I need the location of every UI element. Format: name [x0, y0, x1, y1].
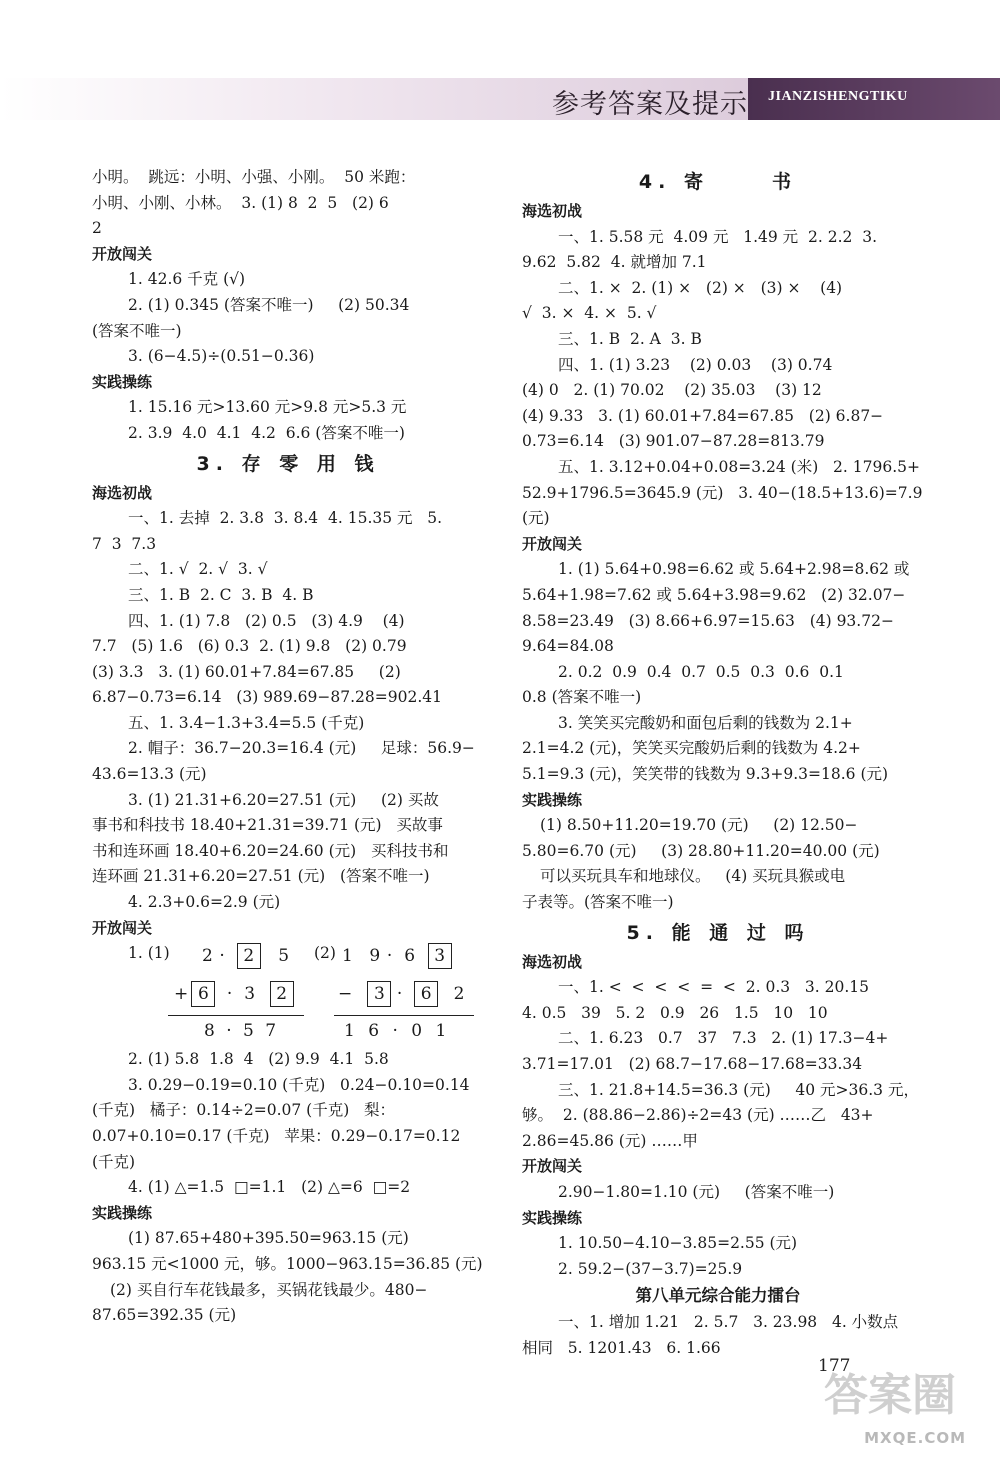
digit: 6 — [404, 946, 416, 967]
text-line: 小明、小刚、小林。 3. (1) 8 2 5 (2) 6 — [92, 193, 389, 212]
text-line: 2.86=45.86 (元) ……甲 — [522, 1131, 698, 1150]
result-row: 8 · 5 7 — [204, 1021, 280, 1042]
subheading-practice: 实践操练 — [92, 1203, 153, 1222]
digit: 9 — [369, 946, 381, 967]
text-line: 2. (1) 5.8 1.8 4 (2) 9.9 4.1 5.8 — [128, 1050, 389, 1069]
text-line: 8.58=23.49 (3) 8.66+6.97=15.63 (4) 93.72− — [522, 611, 894, 630]
text-line: 1. 42.6 千克 (√) — [128, 270, 246, 289]
subheading-open: 开放闯关 — [522, 534, 583, 553]
page-number: 177 — [818, 1356, 851, 1376]
difference-line — [334, 1015, 474, 1016]
page-title: 参考答案及提示 — [552, 89, 748, 120]
text-line: 5.1=9.3 (元)，笑笑带的钱数为 9.3+9.3=18.6 (元) — [522, 765, 889, 784]
text-line: 可以买玩具车和地球仪。 (4) 买玩具猴或电 — [540, 867, 846, 886]
problem-label: (2) — [314, 944, 336, 963]
text-line: 事书和科技书 18.40+21.31=39.71 (元) 买故事 — [92, 816, 443, 835]
section-title: 4. 寄 书 — [638, 171, 798, 193]
text-line: 87.65=392.35 (元) — [92, 1306, 237, 1325]
text-line: (3) 3.3 3. (1) 60.01+7.84=67.85 (2) — [92, 662, 401, 681]
text-line: 三、1. B 2. A 3. B — [558, 329, 702, 348]
section-title: 5. 能 通 过 吗 — [626, 921, 810, 944]
plus-sign: + — [174, 984, 189, 1005]
decimal-point: · — [219, 946, 225, 967]
text-line: 1. 10.50−4.10−3.85=2.55 (元) — [558, 1234, 798, 1253]
text-line: 4. 0.5 39 5. 2 0.9 26 1.5 10 10 — [522, 1003, 828, 1022]
subheading-haixuan: 海选初战 — [522, 202, 583, 220]
unit-title: 第八单元综合能力擂台 — [635, 1286, 801, 1306]
text-line: 2.90−1.80=1.10 (元) (答案不唯一) — [558, 1182, 835, 1201]
decimal-point: · — [226, 984, 233, 1005]
text-line: 相同 5. 1201.43 6. 1.66 — [522, 1338, 721, 1357]
text-line: 1. (1) 5.64+0.98=6.62 或 5.64+2.98=8.62 或 — [558, 560, 910, 579]
text-line: (2) 买自行车花钱最多，买锅花钱最少。480− — [110, 1280, 428, 1299]
text-line: 3. (6−4.5)÷(0.51−0.36) — [128, 347, 315, 366]
text-line: 0.73=6.14 (3) 901.07−87.28=813.79 — [522, 432, 825, 451]
text-line: 4. 2.3+0.6=2.9 (元) — [128, 893, 281, 912]
subtrahend-row — [338, 981, 466, 1008]
text-line: 4. (1) △=1.5 □=1.1 (2) △=6 □=2 — [128, 1178, 411, 1197]
text-line: (1) 8.50+11.20=19.70 (元) (2) 12.50− — [540, 816, 858, 835]
text-line: 二、1. 6.23 0.7 37 7.3 2. (1) 17.3−4+ — [558, 1029, 889, 1048]
text-line: 五、1. 3.4−1.3+3.4=5.5 (千克) — [128, 713, 365, 732]
answer-box: 3 — [428, 943, 452, 969]
text-line: 四、1. (1) 7.8 (2) 0.5 (3) 4.9 (4) — [128, 611, 405, 630]
text-line: 四、1. (1) 3.23 (2) 0.03 (3) 0.74 — [558, 355, 833, 374]
text-line: 三、1. B 2. C 3. B 4. B — [128, 585, 314, 604]
text-line: 小明。 跳远：小明、小强、小刚。 50 米跑： — [92, 168, 416, 186]
text-line: 2. 59.2−(37−3.7)=25.9 — [558, 1259, 743, 1278]
text-line: (4) 9.33 3. (1) 60.01+7.84=67.85 (2) 6.87− — [522, 406, 884, 425]
digit: 3 — [244, 984, 256, 1005]
text-line: (千克) 橘子：0.14÷2=0.07 (千克) 梨： — [92, 1101, 396, 1120]
text-line: (元) — [522, 509, 550, 528]
text-line: (千克) — [92, 1152, 136, 1171]
text-line: 43.6=13.3 (元) — [92, 765, 207, 784]
header-banner — [0, 78, 1000, 120]
subheading-practice: 实践操练 — [522, 1208, 583, 1227]
text-line: 2. (1) 0.345 (答案不唯一) (2) 50.34 — [128, 295, 410, 314]
text-line: 子表等。(答案不唯一) — [522, 893, 674, 912]
answer-box: 3 — [367, 981, 391, 1007]
result-row: 1 6 · 0 1 — [344, 1021, 451, 1042]
text-line: 1. 15.16 元>13.60 元>9.8 元>5.3 元 — [128, 398, 407, 417]
text-line: 五、1. 3.12+0.04+0.08=3.24 (米) 2. 1796.5+ — [558, 457, 920, 476]
left-column — [92, 165, 484, 1329]
text-line: 5.64+1.98=7.62 或 5.64+3.98=9.62 (2) 32.07− — [522, 585, 906, 604]
text-line: 2. 3.9 4.0 4.1 4.2 6.6 (答案不唯一) — [128, 423, 405, 442]
subheading-practice: 实践操练 — [92, 372, 153, 391]
decimal-point: · — [386, 946, 393, 967]
text-line: 一、1. 增加 1.21 2. 5.7 3. 23.98 4. 小数点 — [558, 1313, 899, 1332]
subheading-practice: 实践操练 — [522, 790, 583, 809]
text-line: 3. 0.29−0.19=0.10 (千克) 0.24−0.10=0.14 — [128, 1075, 470, 1094]
digit: 1 — [342, 946, 353, 967]
text-line: 7 3 7.3 — [92, 534, 157, 553]
subheading-open: 开放闯关 — [92, 918, 153, 937]
text-line: 6.87−0.73=6.14 (3) 989.69−87.28=902.41 — [92, 688, 442, 707]
text-line: 0.07+0.10=0.17 (千克) 苹果：0.29−0.17=0.12 — [92, 1127, 461, 1145]
text-line: 一、1. < < < < = < 2. 0.3 3. 20.15 — [558, 978, 869, 997]
vertical-arithmetic — [92, 941, 484, 1041]
addend-row — [202, 943, 290, 970]
text-line: 9.64=84.08 — [522, 637, 614, 656]
answer-box: 2 — [237, 943, 261, 969]
addend-row — [174, 981, 294, 1008]
subheading-open: 开放闯关 — [92, 244, 153, 263]
minuend-row — [342, 943, 452, 970]
text-line: 7.7 (5) 1.6 (6) 0.3 2. (1) 9.8 (2) 0.79 — [92, 637, 407, 656]
subheading-haixuan: 海选初战 — [522, 952, 583, 971]
text-line: 5.80=6.70 (元) (3) 28.80+11.20=40.00 (元) — [522, 841, 880, 860]
text-line: (答案不唯一) — [92, 321, 182, 340]
digit: 2 — [453, 984, 465, 1005]
text-line: 2 — [92, 219, 102, 238]
answer-box: 6 — [191, 981, 215, 1007]
subheading-open: 开放闯关 — [522, 1157, 583, 1176]
problem-label: 1. (1) — [128, 944, 170, 963]
text-line: 连环画 21.31+6.20=27.51 (元) (答案不唯一) — [92, 867, 430, 886]
text-line: 9.62 5.82 4. 就增加 7.1 — [522, 253, 707, 272]
text-line: (1) 87.65+480+395.50=963.15 (元) — [128, 1229, 409, 1248]
text-line: 二、1. × 2. (1) × (2) × (3) × (4) — [558, 278, 843, 297]
answer-box: 6 — [414, 981, 438, 1007]
text-line: √ 3. × 4. × 5. √ — [522, 304, 657, 323]
watermark: MXQE.COM — [864, 1429, 966, 1447]
text-line: 3.71=17.01 (2) 68.7−17.68−17.68=33.34 — [522, 1055, 863, 1073]
text-line: 够。 2. (88.86−2.86)÷2=43 (元) ……乙 43+ — [522, 1106, 874, 1125]
decimal-point: · — [396, 984, 403, 1005]
text-line: 一、1. 5.58 元 4.09 元 1.49 元 2. 2.2 3. — [558, 227, 878, 246]
text-line: 一、1. 去掉 2. 3.8 3. 8.4 4. 15.35 元 5. — [128, 509, 443, 528]
section-title: 3. 存 零 用 钱 — [196, 452, 380, 475]
subheading-haixuan: 海选初战 — [92, 483, 153, 502]
text-line: 52.9+1796.5=3645.9 (元) 3. 40−(18.5+13.6)=7.9 — [522, 483, 923, 502]
text-line: (4) 0 2. (1) 70.02 (2) 35.03 (3) 12 — [522, 381, 822, 400]
minus-sign: − — [338, 984, 353, 1005]
text-line: 3. (1) 21.31+6.20=27.51 (元) (2) 买故 — [128, 790, 439, 809]
text-line: 3. 笑笑买完酸奶和面包后剩的钱数为 2.1+ — [558, 713, 853, 732]
text-line: 书和连环画 18.40+6.20=24.60 (元) 买科技书和 — [92, 841, 449, 860]
digit: 5 — [278, 946, 290, 967]
digit: 2 — [202, 946, 213, 967]
watermark-logo: 答案圈 — [824, 1370, 956, 1421]
text-line: 2. 帽子：36.7−20.3=16.4 (元) 足球：56.9− — [128, 739, 475, 758]
text-line: 二、1. √ 2. √ 3. √ — [128, 560, 268, 579]
brand-tab — [748, 78, 1000, 120]
text-line: 963.15 元<1000 元，够。1000−963.15=36.85 (元) — [92, 1254, 483, 1273]
sum-line — [168, 1015, 304, 1016]
text-line: 2.1=4.2 (元)，笑笑买完酸奶后剩的钱数为 4.2+ — [522, 739, 861, 758]
text-line: 三、1. 21.8+14.5=36.3 (元) 40 元>36.3 元， — [558, 1080, 919, 1099]
right-column — [522, 165, 923, 1362]
answer-box: 2 — [270, 981, 294, 1007]
text-line: 0.8 (答案不唯一) — [522, 688, 642, 707]
brand-label: JIANZISHENGTIKU — [768, 89, 908, 104]
text-line: 2. 0.2 0.9 0.4 0.7 0.5 0.3 0.6 0.1 — [558, 662, 844, 681]
